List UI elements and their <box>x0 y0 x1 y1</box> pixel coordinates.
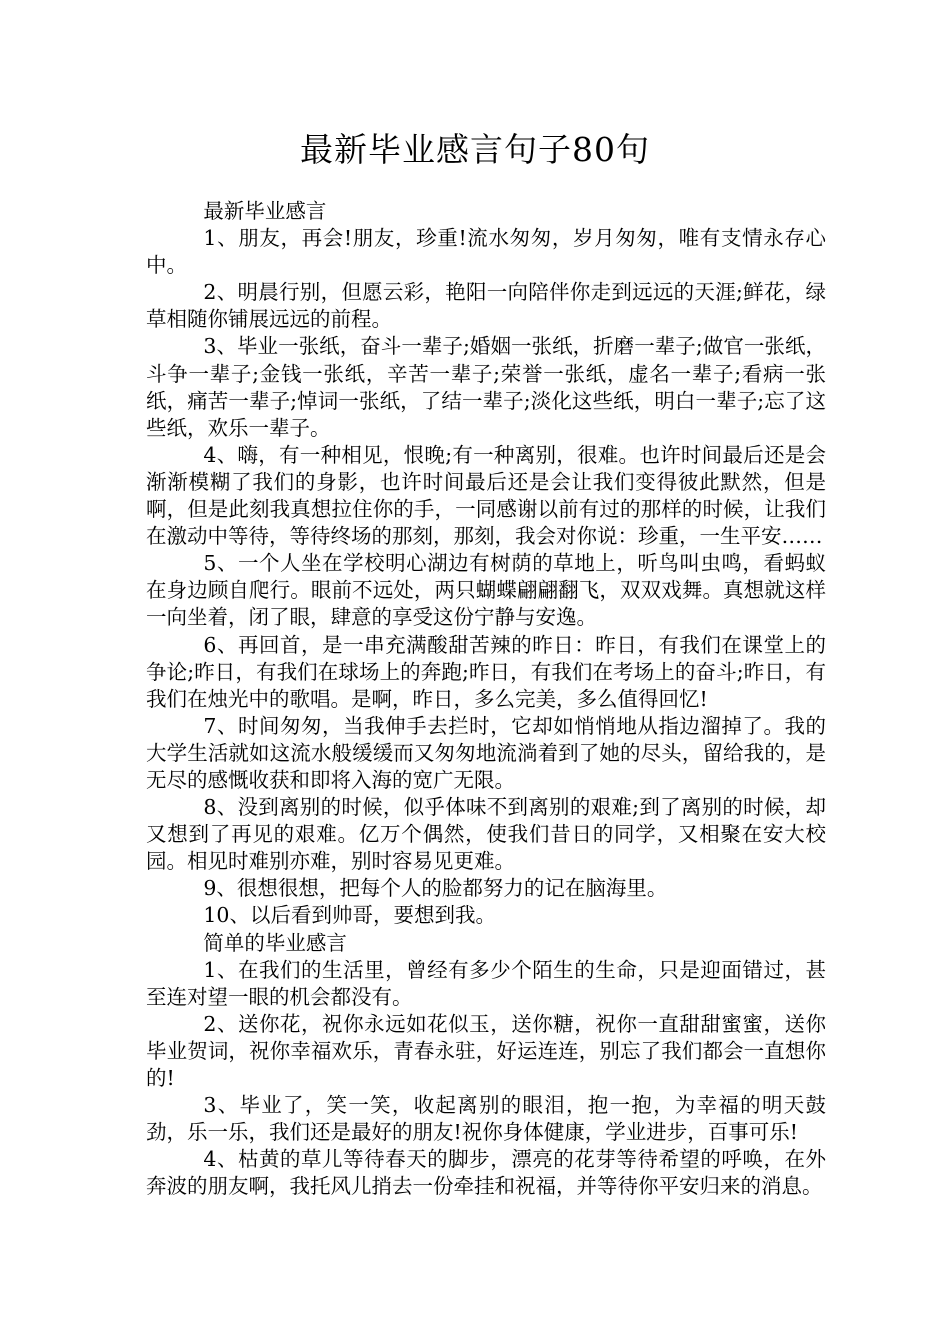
paragraph: 4、枯黄的草儿等待春天的脚步，漂亮的花芽等待希望的呼唤，在外奔波的朋友啊，我托风儿捎去一份牵挂和祝福，并等待你平安归来的消息。 <box>146 1147 826 1199</box>
paragraph: 9、很想很想，把每个人的脸都努力的记在脑海里。 <box>203 876 668 901</box>
paragraph: 3、毕业一张纸，奋斗一辈子;婚姻一张纸，折磨一辈子;做官一张纸，斗争一辈子;金钱一张纸，辛苦一辈子;荣誉一张纸，虚名一辈子;看病一张纸，痛苦一辈子;悼词一张纸，了结一辈子;淡化这些纸，明白一辈子;忘了这些纸，欢乐一辈子。 <box>146 334 826 440</box>
paragraph: 1、朋友，再会!朋友，珍重!流水匆匆，岁月匆匆，唯有支情永存心中。 <box>146 226 826 278</box>
paragraph: 10、以后看到帅哥，要想到我。 <box>203 903 496 928</box>
paragraph: 7、时间匆匆，当我伸手去拦时，它却如悄悄地从指边溜掉了。我的大学生活就如这流水般缓缓而又匆匆地流淌着到了她的尽头，留给我的，是无尽的感慨收获和即将入海的宽广无限。 <box>146 713 826 792</box>
paragraph: 1、在我们的生活里，曾经有多少个陌生的生命，只是迎面错过，甚至连对望一眼的机会都没有。 <box>146 957 826 1009</box>
paragraph: 4、嗨，有一种相见，恨晚;有一种离别，很难。也许时间最后还是会渐渐模糊了我们的身影，也许时间最后还是会让我们变得彼此默然，但是啊，但是此刻我真想拉住你的手，一同感谢以前有过的那样的时候，让我们在激动中等待，等待终场的那刻，那刻，我会对你说：珍重，一生平安…… <box>146 442 826 549</box>
section-heading: 简单的毕业感言 <box>203 930 347 955</box>
paragraph: 3、毕业了，笑一笑，收起离别的眼泪，抱一抱，为幸福的明天鼓劲，乐一乐，我们还是最好的朋友!祝你身体健康，学业进步，百事可乐! <box>146 1093 826 1145</box>
section-heading: 最新毕业感言 <box>203 199 327 223</box>
paragraph: 6、再回首，是一串充满酸甜苦辣的昨日：昨日，有我们在课堂上的争论;昨日，有我们在球场上的奔跑;昨日，有我们在考场上的奋斗;昨日，有我们在烛光中的歌唱。是啊，昨日，多么完美，多么值得回忆! <box>146 632 826 711</box>
paragraph: 8、没到离别的时候，似乎体味不到离别的艰难;到了离别的时候，却又想到了再见的艰难。亿万个偶然，使我们昔日的同学，又相聚在安大校园。相见时难别亦难，别时容易见更难。 <box>146 795 826 874</box>
document-title: 最新毕业感言句子80句 <box>300 130 650 169</box>
paragraph: 2、送你花，祝你永远如花似玉，送你糖，祝你一直甜甜蜜蜜，送你毕业贺词，祝你幸福欢乐，青春永驻，好运连连，别忘了我们都会一直想你的! <box>146 1011 826 1090</box>
paragraph: 2、明晨行别，但愿云彩，艳阳一向陪伴你走到远远的天涯;鲜花，绿草相随你铺展远远的前程。 <box>146 280 826 332</box>
paragraph: 5、一个人坐在学校明心湖边有树荫的草地上，听鸟叫虫鸣，看蚂蚁在身边顾自爬行。眼前不远处，两只蝴蝶翩翩翻飞，双双戏舞。真想就这样一向坐着，闭了眼，肆意的享受这份宁静与安逸。 <box>146 551 826 630</box>
document-body <box>146 198 826 1200</box>
